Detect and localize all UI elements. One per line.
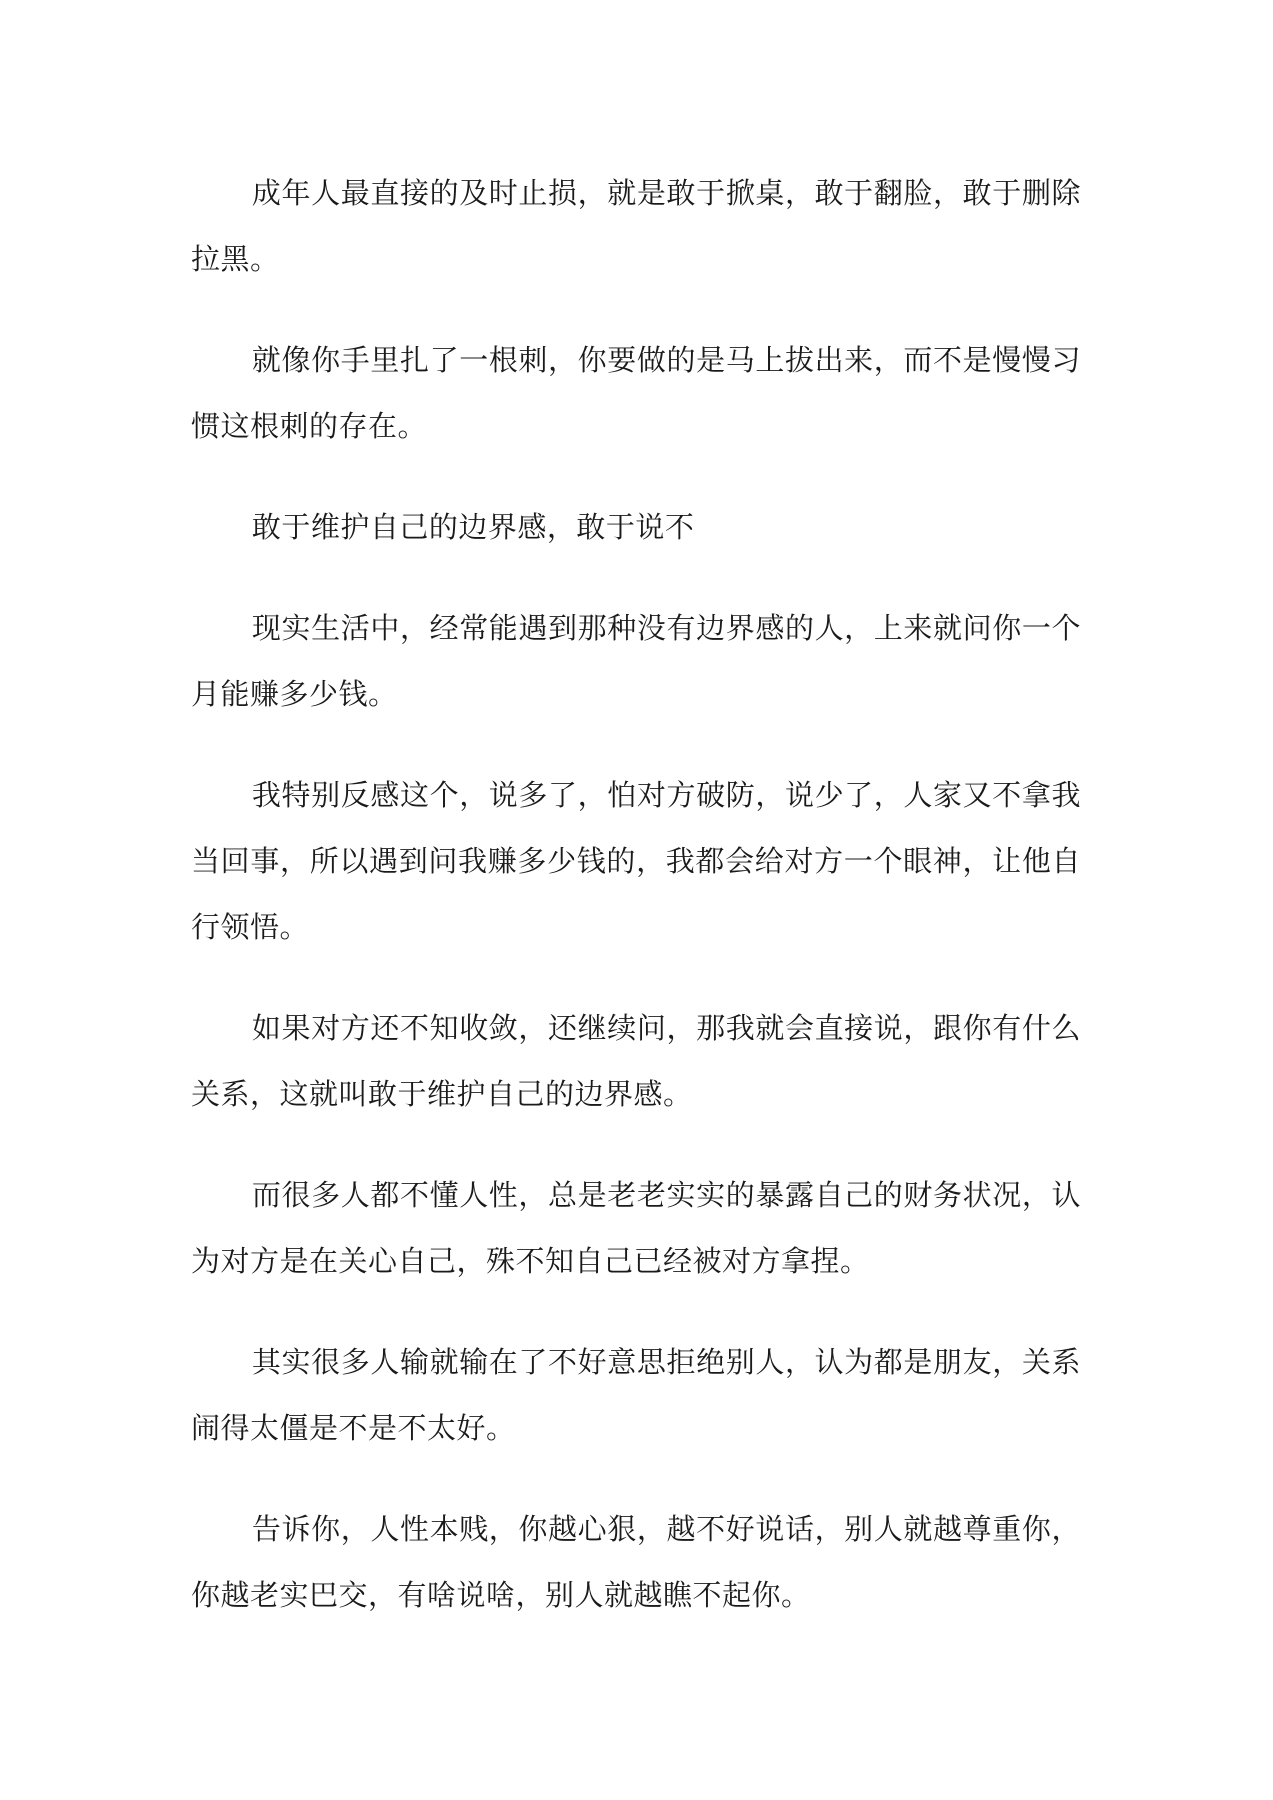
paragraph: 告诉你，人性本贱，你越心狠，越不好说话，别人就越尊重你，你越老实巴交，有啥说啥，别人就越瞧不起你。	[191, 1512, 1081, 1612]
section-heading: 敢于维护自己的边界感，敢于说不	[251, 510, 695, 544]
paragraph: 而很多人都不懂人性，总是老老实实的暴露自己的财务状况，认为对方是在关心自己，殊不知自己已经被对方拿捏。	[191, 1178, 1081, 1278]
paragraph: 现实生活中，经常能遇到那种没有边界感的人，上来就问你一个月能赚多少钱。	[191, 611, 1081, 711]
document-body	[191, 160, 1081, 1663]
paragraph: 就像你手里扎了一根刺，你要做的是马上拔出来，而不是慢慢习惯这根刺的存在。	[191, 343, 1081, 443]
paragraph: 我特别反感这个，说多了，怕对方破防，说少了，人家又不拿我当回事，所以遇到问我赚多少钱的，我都会给对方一个眼神，让他自行领悟。	[191, 778, 1081, 944]
paragraph: 成年人最直接的及时止损，就是敢于掀桌，敢于翻脸，敢于删除拉黑。	[191, 176, 1081, 276]
paragraph: 如果对方还不知收敛，还继续问，那我就会直接说，跟你有什么关系，这就叫敢于维护自己的边界感。	[191, 1011, 1081, 1111]
paragraph: 其实很多人输就输在了不好意思拒绝别人，认为都是朋友，关系闹得太僵是不是不太好。	[191, 1345, 1081, 1445]
